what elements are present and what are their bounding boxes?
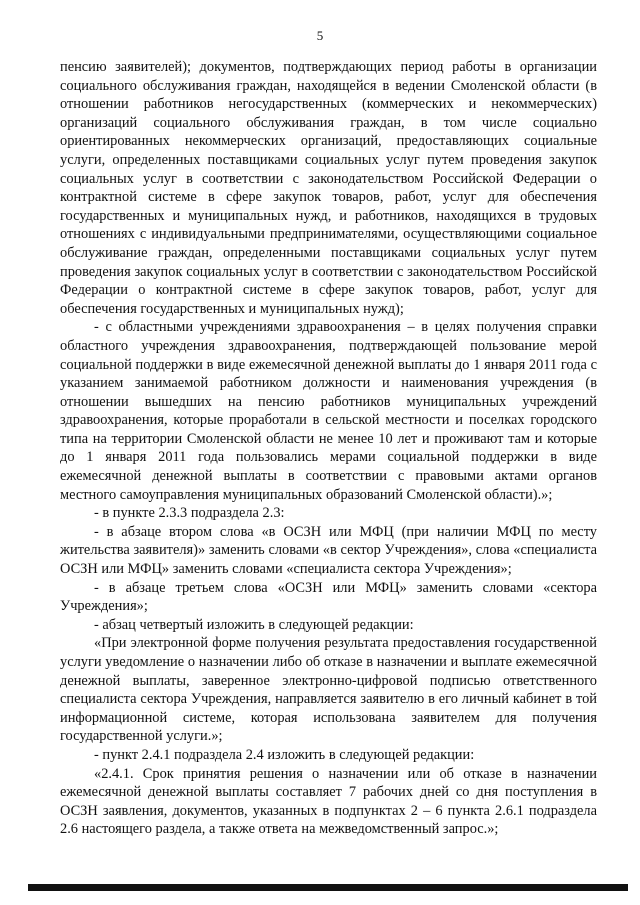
paragraph-clause-2-3-3: - в пункте 2.3.3 подраздела 2.3: <box>94 505 285 522</box>
paragraph-third-subparagraph: - в абзаце третьем слова «ОСЗН или МФЦ» заменить словами «сектора Учреждения»; <box>60 579 597 615</box>
paragraph-electronic-form: «При электронной форме получения результата предоставления государственной услуги уведомление о назначении либо об отказе в назначении и выплате ежемесячной денежной выплаты, заверенное электронно-цифровой подписью ответственного специалиста сектора Учреждения, направляется заявителю в его личный кабинет в той информационной системе, которая использована заявителем для получения государственной услуги.»; <box>60 635 597 745</box>
paragraph-clause-2-4-1-text: «2.4.1. Срок принятия решения о назначении или об отказе в назначении ежемесячной денежной выплаты составляет 7 рабочих дней со дня поступления в ОСЗН заявления, документов, указанных в подпунктах 2 – 6 пункта 2.6.1 подраздела 2.6 настоящего раздела, а также ответа на межведомственный запрос.»; <box>60 765 597 838</box>
paragraph-fourth-subparagraph-intro: - абзац четвертый изложить в следующей редакции: <box>94 616 414 633</box>
document-body <box>60 58 597 839</box>
paragraph-healthcare-institutions: - с областными учреждениями здравоохранения – в целях получения справки областного учреждения здравоохранения, подтверждающей пользование мерой социальной поддержки в виде ежемесячной денежной выплаты до 1 января 2011 года с указанием занимаемой работником должности и наименования учреждения (в отношении вышедших на пенсию работников муниципальных учреждений здравоохранения, которые проработали в сельской местности и поселках городского типа на территории Смоленской области не менее 10 лет и проживают там и которые до 1 января 2011 года пользовались мерами социальной поддержки в виде ежемесячной денежной выплаты в соответствии с правовыми актами органов местного самоуправления муниципальных образований Смоленской области).»; <box>60 319 597 503</box>
paragraph-clause-2-4-1-intro: - пункт 2.4.1 подраздела 2.4 изложить в следующей редакции: <box>94 746 475 763</box>
paragraph-second-subparagraph: - в абзаце втором слова «в ОСЗН или МФЦ (при наличии МФЦ по месту жительства заявителя)» заменить словами «в сектор Учреждения», слова «специалиста ОСЗН или МФЦ» заменить словами «специалиста сектора Учреждения»; <box>60 523 597 578</box>
page-number: 5 <box>316 28 324 43</box>
paragraph-continuation: пенсию заявителей); документов, подтверждающих период работы в организации социального обслуживания граждан, находящейся в ведении Смоленской области (в отношении работников негосударственных (коммерческих и некоммерческих) организаций социального обслуживания граждан, в том числе социально ориентированных некоммерческих организаций, предоставляющих социальные услуги, определенных поставщиками социальных услуг путем проведения закупок социальных услуг в соответствии с законодательством Российской Федерации о контрактной системе в сфере закупок товаров, работ, услуг для обеспечения государственных и муниципальных нужд, и работников, находящихся в трудовых отношениях с индивидуальными предпринимателями, осуществляющими социальное обслуживание граждан, определенными поставщиками социальных услуг путем проведения закупок социальных услуг в соответствии с законодательством Российской Федерации о контрактной системе в сфере закупок товаров, работ, услуг для обеспечения государственных и муниципальных нужд); <box>60 59 597 317</box>
scan-border-bar <box>28 884 628 891</box>
